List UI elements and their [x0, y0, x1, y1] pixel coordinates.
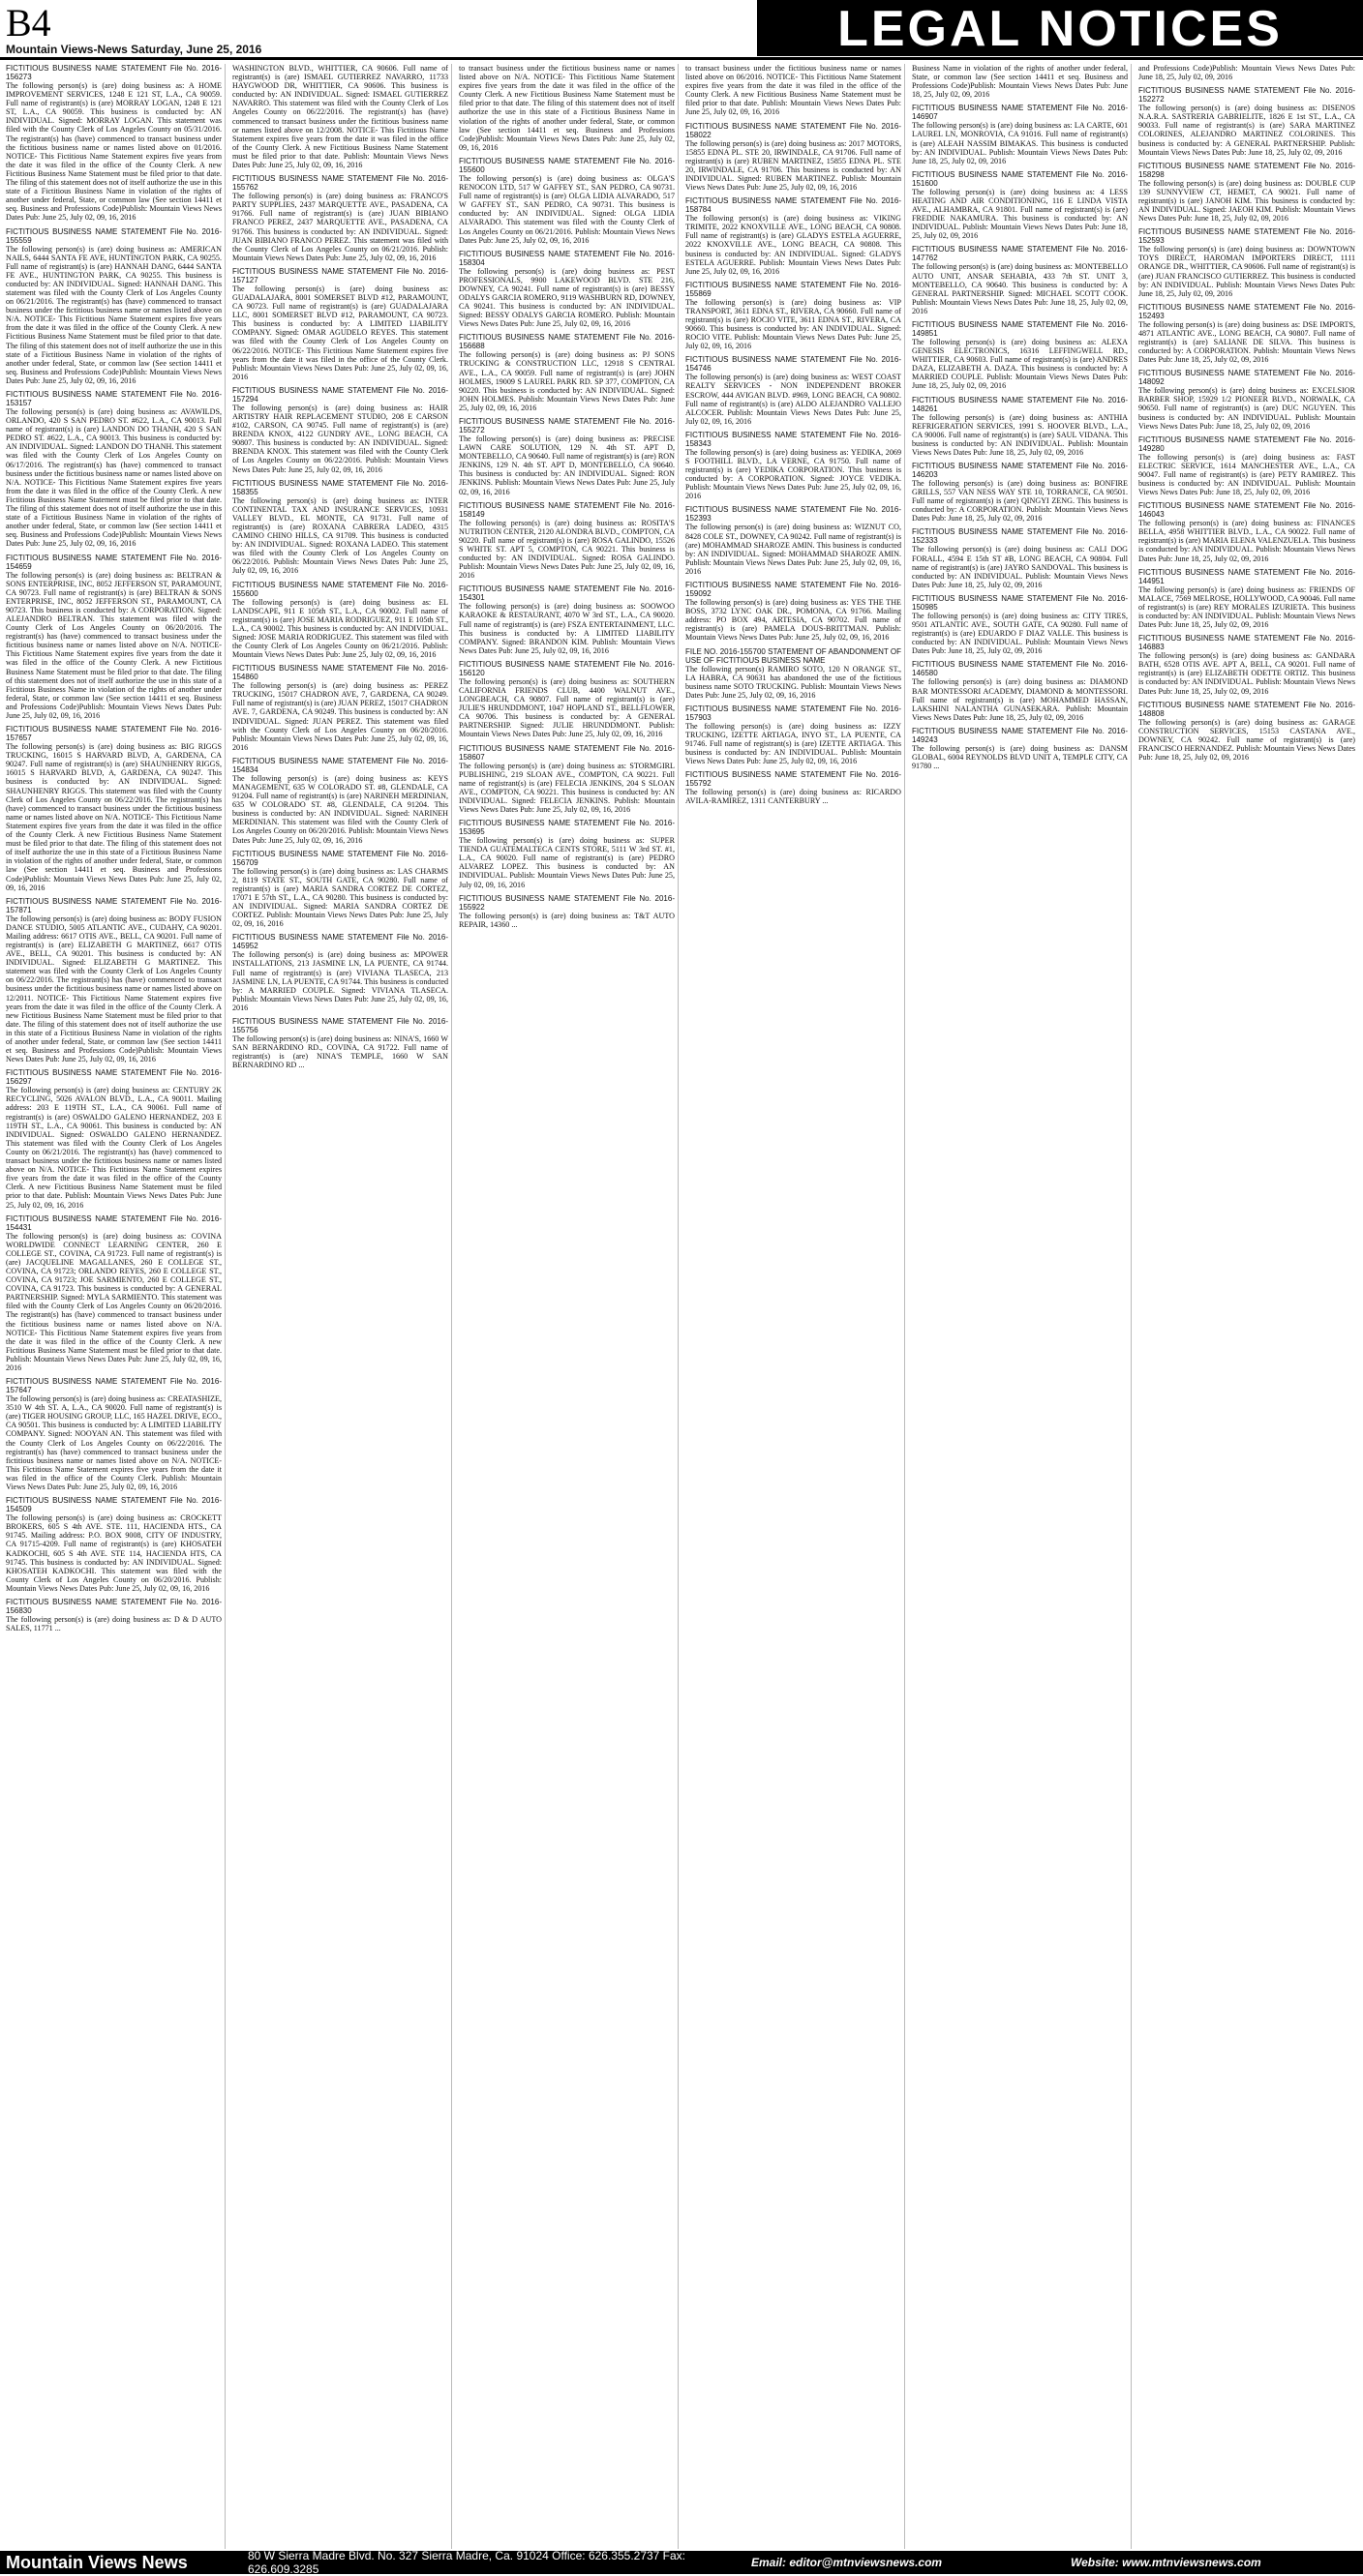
notice-body: The following person(s) is (are) doing business as: CALI DOG FORALL, 4594 E 15th ST #B, LONG BEACH, CA 90804. Full name of registrant(s) is (are) JAYRO SANDOVAL. This business is conducted by: AN INDIVIDUAL. Publish: Mountain Views News Dates Pub: June 18, 25, July 02, 09, 2016 — [912, 545, 1128, 589]
notice-body: The following person(s) is (are) doing business as: DANSM GLOBAL, 6004 REYNOLDS BLVD UNIT A, TEMPLE CITY, CA 91780 ... — [912, 743, 1128, 771]
notice-body: The following person(s) is (are) doing business as: PRECISE LAWN CARE SOLUTION, 129 N. 4th ST. APT D, MONTEBELLO, CA 90640. Full name of registrant(s) is (are) RON JENKINS, 129 N. 4th ST. APT D, MONTEBELLO, CA 90640. This business is conducted by: AN INDIVIDUAL. Signed: RON JENKINS. Publish: Mountain Views News Dates Pub: June 25, July 02, 09, 16, 2016 — [459, 434, 675, 496]
notice-body: The following person(s) is (are) doing business as: T&T AUTO REPAIR, 14360 ... — [459, 911, 675, 929]
notice-heading: FICTITIOUS BUSINESS NAME STATEMENT File No. 2016-152593 — [1138, 227, 1355, 246]
notice-heading: FICTITIOUS BUSINESS NAME STATEMENT File No. 2016-154860 — [232, 664, 448, 682]
notice-heading: FICTITIOUS BUSINESS NAME STATEMENT File No. 2016-149243 — [912, 726, 1128, 744]
legal-notice — [1138, 162, 1355, 223]
notice-heading: FICTITIOUS BUSINESS NAME STATEMENT File No. 2016-158607 — [459, 743, 675, 762]
notice-heading: FICTITIOUS BUSINESS NAME STATEMENT File No. 2016-154509 — [6, 1496, 222, 1514]
notice-body: The following person(s) is (are) doing business as: GARAGE CONSTRUCTION SERVICES, 15153 CASTANA AVE., DOWNEY, CA 90242. Full name of registrant(s) is (are) FRANCISCO HERNANDEZ. Publish: Mountain Views News Dates Pub: June 18, 25, July 02, 09, 2016 — [1138, 717, 1355, 762]
legal-notice — [459, 64, 675, 152]
notice-heading: FICTITIOUS BUSINESS NAME STATEMENT File No. 2016-155792 — [685, 770, 901, 789]
notice-body: The following person(s) is (are) doing business as: HAIR ARTISTRY HAIR REPLACEMENT STUDIO, 208 E CARSON #102, CARSON, CA 90745. Full name of registrant(s) is (are) BRENDA KNOX, 4122 GUNDRY AVE., LONG BEACH, CA 90807. This business is conducted by: AN INDIVIDUAL. Signed: BRENDA KNOX. This statement was filed with the County Clerk of Los Angeles County on 06/22/2016. Publish: Mountain Views News Dates Pub: June 25, July 02, 09, 16, 2016 — [232, 403, 448, 474]
legal-notice — [1138, 501, 1355, 562]
legal-notice — [685, 505, 901, 576]
notice-body: The following person(s) is (are) doing business as: SOOWOO KARAOKE & RESTAURANT, 4070 W 3rd ST., L.A., CA 90020. Full name of registrant(s) is (are) FSZA ENTERTAINMENT, LLC. This business is conducted by: A LIMITED LIABILITY COMPANY. Signed: BRANDON KIM. Publish: Mountain Views News Dates Pub: June 25, July 02, 09, 16, 2016 — [459, 602, 675, 655]
legal-notice — [685, 196, 901, 276]
legal-notice — [6, 897, 222, 1064]
notice-body: The following person(s) is (are) doing business as: RICARDO AVILA-RAMIREZ, 1311 CANTERBURY ... — [685, 788, 901, 806]
section-title-banner: LEGAL NOTICES — [757, 0, 1363, 56]
legal-notice — [6, 1496, 222, 1593]
notice-columns — [6, 64, 1359, 2549]
legal-notice — [912, 396, 1128, 457]
page-number: B4 — [6, 1, 51, 45]
notice-column-2 — [232, 64, 452, 2549]
legal-notice — [1138, 369, 1355, 430]
legal-notice — [912, 320, 1128, 391]
legal-notice — [232, 664, 448, 752]
legal-notice — [6, 725, 222, 892]
notice-heading: FICTITIOUS BUSINESS NAME STATEMENT File No. 2016-157647 — [6, 1377, 222, 1395]
notice-heading: FICTITIOUS BUSINESS NAME STATEMENT File No. 2016-154834 — [232, 756, 448, 774]
legal-notice — [459, 894, 675, 929]
legal-notice — [459, 157, 675, 245]
legal-notice — [912, 245, 1128, 315]
notice-body: The following person(s) is (are) doing business as: COVINA WORLDWIDE CONNECT LEARNING CENTER, 260 E COLLEGE ST., COVINA, CA 91723. Full name of registrant(s) is (are) JACQUELINE MAGALLANES, 260 E COLLEGE ST., COVINA, CA 91723; ORLANDO REYES, 260 E COLLEGE ST., COVINA, CA 91723; JOE SARMIENTO, 260 E COLLEGE ST., COVINA, CA 91723. This business is conducted by: A GENERAL PARTNERSHIP. Signed: MYLA SARMIENTO. This statement was filed with the County Clerk of Los Angeles County on 06/20/2016. The registrant(s) has (have) commenced to transact business under the fictitious business name or names listed above on N/A. NOTICE- This Fictitious Name Statement expires five years from the date it was filed in the office of the County Clerk. A new Fictitious Business Name Statement must be filed prior to that date. Publish: Mountain Views News Dates Pub: June 25, July 02, 09, 16, 2016 — [6, 1231, 222, 1372]
legal-notice — [232, 850, 448, 929]
notice-heading: FICTITIOUS BUSINESS NAME STATEMENT File No. 2016-155600 — [232, 580, 448, 598]
notice-heading: FICTITIOUS BUSINESS NAME STATEMENT File No. 2016-153695 — [459, 819, 675, 837]
page-footer — [0, 2551, 1363, 2574]
notice-heading: FICTITIOUS BUSINESS NAME STATEMENT File No. 2016-152272 — [1138, 86, 1355, 105]
legal-notice — [459, 819, 675, 889]
notice-body: The following person(s) is (are) doing business as: DOWNTOWN TOYS DIRECT, HAROMAN IMPORTERS DIRECT, 1111 ORANGE DR., WHITTIER, CA 90606. Full name of registrant(s) is (are) JUAN FRANCISCO GUTIERREZ. This business is conducted by: AN INDIVIDUAL. Publish: Mountain Views News Dates Pub: June 18, 25, July 02, 09, 2016 — [1138, 245, 1355, 298]
notice-body: The following person(s) is (are) doing business as: FRANCO'S PARTY SUPPLIES, 2437 MARQUETTE AVE., PASADENA, CA 91766. Full name of registrant(s) is (are) JUAN BIBIANO FRANCO PEREZ, 2437 MARQUETTE AVE., PASADENA, CA 91766. This business is conducted by: AN INDIVIDUAL. Signed: JUAN BIBIANO FRANCO PEREZ. This statement was filed with the County Clerk of Los Angeles County on 06/21/2016. Publish: Mountain Views News Dates Pub: June 25, July 02, 09, 16, 2016 — [232, 192, 448, 262]
notice-body: The following person(s) is (are) doing business as: MONTEBELLO AUTO UNIT, ANSAR SEHABIA, 433 7th ST. UNIT 3, MONTEBELLO, CA 90640. This business is conducted by: A GENERAL PARTNERSHIP. Signed: MICHAEL SCOTT COOK. Publish: Mountain Views News Dates Pub: June 18, 25, July 02, 09, 2016 — [912, 262, 1128, 315]
legal-notice — [232, 64, 448, 169]
legal-notice — [6, 1598, 222, 1632]
notice-column-1 — [6, 64, 226, 2549]
notice-body: The following person(s) is (are) doing business as: LAS CHARMS 2, 8119 STATE ST., SOUTH GATE, CA 90280. Full name of registrant(s) is (are) MARIA SANDRA CORTEZ DE CORTEZ, 17071 E 57th ST., L.A., CA 90280. This business is conducted by: AN INDIVIDUAL. Signed: MARIA SANDRA CORTEZ DE CORTEZ. Publish: Mountain Views News Dates Pub: June 25, July 02, 09, 16, 2016 — [232, 866, 448, 929]
notice-body: to transact business under the fictitious business name or names listed above on N/A. NOTICE- This Fictitious Name Statement expires five years from the date it was filed in the office of the County Clerk. A new Fictitious Business Name Statement must be filed prior to that date. The filing of this statement does not of itself authorize the use in this state of a Fictitious Business Name in violation of the rights of another under federal, State, or common law (See section 14411 et seq. Business and Professions Code)Publish: Mountain Views News Dates Pub: June 25, July 02, 09, 16, 2016 — [459, 64, 675, 152]
notice-heading: FICTITIOUS BUSINESS NAME STATEMENT File No. 2016-146580 — [912, 660, 1128, 678]
notice-body: The following person(s) is (are) doing business as: FINANCES BELLA, 4958 WHITTIER BLVD., L.A., CA 90022. Full name of registrant(s) is (are) MARIA ELENA VALENZUELA. This business is conducted by: AN INDIVIDUAL. Publish: Mountain Views News Dates Pub: June 18, 25, July 02, 09, 2016 — [1138, 519, 1355, 563]
legal-notice — [912, 527, 1128, 588]
notice-heading: FICTITIOUS BUSINESS NAME STATEMENT File No. 2016-156273 — [6, 64, 222, 81]
notice-body: The following person(s) is (are) doing business as: SUPER TIENDA GUATEMALTECA CENTS STORE, 5111 W 3rd ST. #1, L.A., CA 90020. Full name of registrant(s) is (are) PEDRO ALVAREZ LOPEZ. This business is conducted by: AN INDIVIDUAL. Publish: Mountain Views News Dates Pub: June 25, July 02, 09, 16, 2016 — [459, 836, 675, 889]
legal-notice — [912, 64, 1128, 99]
notice-heading: FICTITIOUS BUSINESS NAME STATEMENT File No. 2016-152393 — [685, 505, 901, 524]
notice-body: The following person(s) is (are) doing business as: CENTURY 2K RECYCLING, 5026 AVALON BLVD., L.A., CA 90011. Mailing address: 203 E 119TH ST., L.A., CA 90061. Full name of registrant(s) is (are) OSWALDO GALENO HERNANDEZ, 203 E 119TH ST., L.A., CA 90061. This business is conducted by: AN INDIVIDUAL. Signed: OSWALDO GALENO HERNANDEZ. This statement was filed with the County Clerk of Los Angeles County on 06/21/2016. The registrant(s) has (have) commenced to transact business under the fictitious business name or names listed above on N/A. NOTICE- This Fictitious Name Statement expires five years from the date it was filed in the office of the County Clerk. A new Fictitious Business Name Statement must be filed prior to that date. Publish: Mountain Views News Dates Pub: June 25, July 02, 09, 16, 2016 — [6, 1086, 222, 1210]
legal-notice — [1138, 568, 1355, 629]
notice-heading: FICTITIOUS BUSINESS NAME STATEMENT File No. 2016-148092 — [1138, 369, 1355, 387]
legal-notice — [685, 355, 901, 426]
notice-body: The following person(s) is (are) doing business as: VIP TRANSPORT, 3611 EDNA ST., RIVERA, CA 90660. Full name of registrant(s) is (are) ROCIO VITE, 3611 EDNA ST., RIVERA, CA 90660. This business is conducted by: AN INDIVIDUAL. Signed: ROCIO VITE. Publish: Mountain Views News Dates Pub: June 25, July 02, 09, 16, 2016 — [685, 297, 901, 351]
notice-body: The following person(s) is (are) doing business as: GUADALAJARA, 8001 SOMERSET BLVD #12, PARAMOUNT, CA 90723. Full name of registrant(s) is (are) GUADALAJARA LLC, 8001 SOMERSET BLVD #12, PARAMOUNT, CA 90723. This business is conducted by: A LIMITED LIABILITY COMPANY. Signed: OMAR AGUDELO REYES. This statement was filed with the County Clerk of Los Angeles County on 06/22/2016. NOTICE- This Fictitious Name Statement expires five years from the date it was filed in the office of the County Clerk. Publish: Mountain Views News Dates Pub: June 25, July 02, 09, 16, 2016 — [232, 284, 448, 381]
legal-notice — [232, 933, 448, 1012]
notice-heading: FICTITIOUS BUSINESS NAME STATEMENT File No. 2016-156830 — [6, 1597, 222, 1615]
notice-body: The following person(s) is (are) doing business as: EL LANDSCAPE, 911 E 105th ST., L.A., CA 90002. Full name of registrant(s) is (are) JOSE MARIA RODRIGUEZ, 911 E 105th ST., L.A., CA 90002. This business is conducted by: AN INDIVIDUAL. Signed: JOSE MARIA RODRIGUEZ. This statement was filed with the County Clerk of Los Angeles County on 06/21/2016. Publish: Mountain Views News Dates Pub: June 25, July 02, 09, 16, 2016 — [232, 597, 448, 660]
legal-notice — [459, 660, 675, 739]
notice-heading: FICTITIOUS BUSINESS NAME STATEMENT File No. 2016-155756 — [232, 1016, 448, 1034]
notice-heading: FICTITIOUS BUSINESS NAME STATEMENT File No. 2016-146883 — [1138, 634, 1355, 652]
legal-notice — [459, 744, 675, 815]
notice-body: The following person(s) is (are) doing business as: WEST COAST REALTY SERVICES - NON INDEPENDENT BROKER ESCROW, 444 AVIGAN BLVD. #969, LONG BEACH, CA 90802. Full name of registrant(s) is (are) ALDO ALEJANDRO VALLEJO ALCOCER. Publish: Mountain Views News Dates Pub: June 25, July 02, 09, 16, 2016 — [685, 373, 901, 426]
notice-heading: FICTITIOUS BUSINESS NAME STATEMENT File No. 2016-149851 — [912, 319, 1128, 338]
notice-body: The following person(s) is (are) doing business as: INTER CONTINENTAL TAX AND INSURANCE SERVICES, 10931 VALLEY BLVD., EL MONTE, CA 91731. Full name of registrant(s) is (are) ROXANA CABRERA LADEO, 4315 CAMINO CHINO HILLS, CA 91709. This business is conducted by: AN INDIVIDUAL. Signed: ROXANA LADEO. This statement was filed with the County Clerk of Los Angeles County on 06/22/2016. Publish: Mountain Views News Dates Pub: June 25, July 02, 09, 16, 2016 — [232, 495, 448, 576]
notice-body: The following person(s) is (are) doing business as: AVAWILDS, ORLANDO, 420 S SAN PEDRO ST. #622, L.A., CA 90013. Full name of registrant(s) is (are) LANDON DO THANH, 420 S SAN PEDRO ST. #622, L.A., CA 90013. This business is conducted by: AN INDIVIDUAL. Signed: LANDON DO THANH. This statement was filed with the County Clerk of Los Angeles County on 06/17/2016. The registrant(s) has (have) commenced to transact business under the fictitious business name or names listed above on N/A. NOTICE- This Fictitious Name Statement expires five years from the date it was filed in the office of the County Clerk. A new Fictitious Business Name Statement must be filed prior to that date. The filing of this statement does not of itself authorize the use in this state of a Fictitious Business Name in violation of the rights of another under federal, State, or common law (See section 14411 et seq. Business and Professions Code)Publish: Mountain Views News Dates Pub: June 25, July 02, 09, 16, 2016 — [6, 407, 222, 549]
legal-notice — [232, 174, 448, 262]
notice-heading: FICTITIOUS BUSINESS NAME STATEMENT File No. 2016-146203 — [912, 462, 1128, 479]
notice-body: The following person(s) is (are) doing business as: ANTHIA REFRIGERATION SERVICES, 1991 S. HOOVER BLVD., L.A., CA 90006. Full name of registrant(s) is (are) SAUL VIDANA. This business is conducted by: AN INDIVIDUAL. Publish: Mountain Views News Dates Pub: June 18, 25, July 02, 09, 2016 — [912, 412, 1128, 457]
legal-notice — [912, 727, 1128, 770]
legal-notice — [232, 267, 448, 381]
notice-heading: FICTITIOUS BUSINESS NAME STATEMENT File No. 2016-157127 — [232, 266, 448, 285]
notice-heading: FICTITIOUS BUSINESS NAME STATEMENT File No. 2016-152493 — [1138, 302, 1355, 320]
legal-notice — [912, 170, 1128, 241]
notice-column-4 — [685, 64, 905, 2549]
notice-body: to transact business under the fictitious business name or names listed above on 06/2016. NOTICE- This Fictitious Name Statement expires five years from the date it was filed in the office of the County Clerk. A new Fictitious Business Name Statement must be filed prior to that date. Publish: Mountain Views News Dates Pub: June 25, July 02, 09, 16, 2016 — [685, 64, 901, 117]
notice-body: The following person(s) is (are) doing business as: D & D AUTO SALES, 11771 ... — [6, 1614, 222, 1633]
notice-body: The following person(s) is (are) doing business as: OLGA'S RENOCON LTD, 517 W GAFFEY ST., SAN PEDRO, CA 90731. Full name of registrant(s) is (are) OLGA LIDIA ALVARADO, 517 W GAFFEY ST., SAN PEDRO, CA 90731. This business is conducted by: AN INDIVIDUAL. Signed: OLGA LIDIA ALVARADO. This statement was filed with the County Clerk of Los Angeles County on 06/21/2016. Publish: Mountain Views News Dates Pub: June 25, July 02, 09, 16, 2016 — [459, 173, 675, 245]
page-header — [0, 0, 1363, 56]
notice-body: The following person(s) is (are) doing business as: NINA'S, 1660 W SAN BERNARDINO RD., COVINA, CA 91722. Full name of registrant(s) is (are) NINA'S TEMPLE, 1660 W SAN BERNARDINO RD ... — [232, 1033, 448, 1070]
notice-heading: FICTITIOUS BUSINESS NAME STATEMENT File No. 2016-158298 — [1138, 161, 1355, 179]
notice-body: The following person(s) is (are) doing business as: BODY FUSION DANCE STUDIO, 5005 ATLANTIC AVE., CUDAHY, CA 90201. Mailing address: 6617 OTIS AVE., BELL, CA 90201. Full name of registrant(s) is (are) ELIZABETH G MARTINEZ, 6617 OTIS AVE., BELL, CA 90201. This business is conducted by: AN INDIVIDUAL. Signed: ELIZABETH G MARTINEZ. This statement was filed with the County Clerk of Los Angeles County on 06/22/2016. The registrant(s) has (have) commenced to transact business under the fictitious business name or names listed above on 12/2011. NOTICE- This Fictitious Name Statement expires five years from the date it was filed in the office of the County Clerk. A new Fictitious Business Name Statement must be filed prior to that date. The filing of this statement does not of itself authorize the use in this state of a Fictitious Business Name in violation of the rights of another under federal, State, or common law (See section 14411 et seq. Business and Professions Code)Publish: Mountain Views News Dates Pub: June 25, July 02, 09, 16, 2016 — [6, 914, 222, 1064]
legal-notice — [232, 386, 448, 474]
notice-heading: FICTITIOUS BUSINESS NAME STATEMENT File No. 2016-158304 — [459, 249, 675, 267]
notice-body: The following person(s) is (are) doing business as: EXCELSIOR BARBER SHOP, 15929 1/2 PIONEER BLVD., NORWALK, CA 90650. Full name of registrant(s) is (are) DUC NGUYEN. This business is conducted by: AN INDIVIDUAL. Publish: Mountain Views News Dates Pub: June 18, 25, July 02, 09, 2016 — [1138, 386, 1355, 431]
legal-notice — [6, 554, 222, 721]
notice-heading: FICTITIOUS BUSINESS NAME STATEMENT File No. 2016-151600 — [912, 169, 1128, 188]
notice-heading: FICTITIOUS BUSINESS NAME STATEMENT File No. 2016-154659 — [6, 553, 222, 571]
legal-notice — [459, 250, 675, 329]
legal-notice — [459, 417, 675, 496]
notice-heading: FICTITIOUS BUSINESS NAME STATEMENT File No. 2016-159092 — [685, 581, 901, 599]
notice-heading: FICTITIOUS BUSINESS NAME STATEMENT File No. 2016-156297 — [6, 1068, 222, 1087]
notice-heading: FICTITIOUS BUSINESS NAME STATEMENT File No. 2016-150985 — [912, 593, 1128, 612]
notice-heading: FICTITIOUS BUSINESS NAME STATEMENT File No. 2016-156709 — [232, 849, 448, 867]
notice-heading: FICTITIOUS BUSINESS NAME STATEMENT File No. 2016-157903 — [685, 704, 901, 722]
notice-heading: FICTITIOUS BUSINESS NAME STATEMENT File No. 2016-155762 — [232, 174, 448, 193]
notice-heading: FICTITIOUS BUSINESS NAME STATEMENT File No. 2016-158355 — [232, 478, 448, 496]
legal-notice — [685, 281, 901, 351]
notice-heading: FICTITIOUS BUSINESS NAME STATEMENT File No. 2016-148261 — [912, 395, 1128, 413]
notice-heading: FICTITIOUS BUSINESS NAME STATEMENT File No. 2016-158784 — [685, 196, 901, 215]
notice-heading: FICTITIOUS BUSINESS NAME STATEMENT File No. 2016-148808 — [1138, 700, 1355, 718]
notice-body: The following person(s) is (are) doing business as: A HOME IMPROVEMENT SERVICES, 1248 E 121 ST, L.A., CA 90059. Full name of registrant(s) is (are) MORRAY LOGAN, 1248 E 121 ST, L.A., CA 90059. This business is conducted by: AN INDIVIDUAL. Signed: MORRAY LOGAN. This statement was filed with the County Clerk of Los Angeles County on 05/31/2016. The registrant(s) has (have) commenced to transact business under the fictitious business name or names listed above on 01/2016. NOTICE- This Fictitious Name Statement expires five years from the date it was filed in the office of the County Clerk. A new Fictitious Business Name Statement must be filed prior to that date. The filing of this statement does not of itself authorize the use in this state of a Fictitious Business Name in violation of the rights of another under federal, State, or common law (See section 14411 et seq. Business and Professions Code)Publish: Mountain Views News Dates Pub: June 25, July 02, 09, 16, 2016 — [6, 81, 222, 223]
notice-heading: FICTITIOUS BUSINESS NAME STATEMENT File No. 2016-146907 — [912, 104, 1128, 122]
legal-notice — [6, 227, 222, 386]
notice-body: The following person(s) is (are) doing business as: AMERICAN NAILS, 6444 SANTA FE AVE, HUNTINGTON PARK, CA 90255. Full name of registrant(s) is (are) HANNAH DANG, 6444 SANTA FE AVE., HUNTINGTON PARK, CA 90255. This business is conducted by: AN INDIVIDUAL. Signed: HANNAH DANG. This statement was filed with the County Clerk of Los Angeles County on 06/21/2016. The registrant(s) has (have) commenced to transact business under the fictitious business name or names listed above on N/A. NOTICE- This Fictitious Name Statement expires five years from the date it was filed in the office of the County Clerk. A new Fictitious Business Name Statement must be filed prior to that date. The filing of this statement does not of itself authorize the use in this state of a Fictitious Business Name in violation of the rights of another under federal, State, or common law (See section 14411 et seq. Business and Professions Code)Publish: Mountain Views News Dates Pub: June 25, July 02, 09, 16, 2016 — [6, 244, 222, 385]
notice-heading: FICTITIOUS BUSINESS NAME STATEMENT File No. 2016-156688 — [459, 333, 675, 351]
notice-heading: FICTITIOUS BUSINESS NAME STATEMENT File No. 2016-154431 — [6, 1213, 222, 1232]
notice-heading: FICTITIOUS BUSINESS NAME STATEMENT File No. 2016-146043 — [1138, 501, 1355, 520]
legal-notice — [912, 594, 1128, 655]
legal-notice — [232, 479, 448, 576]
notice-heading: FICTITIOUS BUSINESS NAME STATEMENT File No. 2016-155559 — [6, 226, 222, 245]
footer-website: Website: www.mtnviewsnews.com — [1071, 2556, 1261, 2569]
notice-body: The following person(s) is (are) doing business as: BONFIRE GRILLS, 557 VAN NESS WAY STE 10, TORRANCE, CA 90501. Full name of registrant(s) is (are) QINGYI ZENG. This business is conducted by: A CORPORATION. Publish: Mountain Views News Dates Pub: June 18, 25, July 02, 09, 2016 — [912, 479, 1128, 524]
notice-body: The following person(s) is (are) doing business as: STORMGIRL PUBLISHING, 219 SLOAN AVE., COMPTON, CA 90221. Full name of registrant(s) is (are) FELECIA JENKINS, 204 S SLOAN AVE., COMPTON, CA 90221. This business is conducted by: AN INDIVIDUAL. Signed: FELECIA JENKINS. Publish: Mountain Views News Dates Pub: June 25, July 02, 09, 16, 2016 — [459, 761, 675, 814]
notice-body: The following person(s) is (are) doing business as: DSE IMPORTS, 4871 ATLANTIC AVE., LONG BEACH, CA 90807. Full name of registrant(s) is (are) SALIANE DE SILVA. This business is conducted by: A CORPORATION. Publish: Mountain Views News Dates Pub: June 18, 25, July 02, 09, 2016 — [1138, 319, 1355, 365]
notice-body: The following person(s) is (are) doing business as: MPOWER INSTALLATIONS, 213 JASMINE LN, LA PUENTE, CA 91744. Full name of registrant(s) is (are) VIVIANA TLASECA, 213 JASMINE LN, LA PUENTE, CA 91744. This business is conducted by: A MARRIED COUPLE. Signed: VIVIANA TLASECA. Publish: Mountain Views News Dates Pub: June 25, July 02, 09, 16, 2016 — [232, 950, 448, 1012]
notice-heading: FICTITIOUS BUSINESS NAME STATEMENT File No. 2016-155272 — [459, 417, 675, 434]
legal-notice — [6, 64, 222, 223]
notice-body: The following person(s) is (are) doing business as: FRIENDS OF MALACE, 7569 MELROSE, HOLLYWOOD, CA 90046. Full name of registrant(s) is (are) REY MORALES IZURIETA. This business is conducted by: AN INDIVIDUAL. Publish: Mountain Views News Dates Pub: June 18, 25, July 02, 09, 2016 — [1138, 584, 1355, 630]
legal-notice — [459, 501, 675, 581]
notice-body: The following person(s) is (are) doing business as: 2017 MOTORS, 15855 EDNA PL. STE 20, IRWINDALE, CA 91706. Full name of registrant(s) is (are) RUBEN MARTINEZ, 15855 EDNA PL. STE 20, IRWINDALE, CA 91706. This business is conducted by: AN INDIVIDUAL. Signed: RUBEN MARTINEZ. Publish: Mountain Views News Dates Pub: June 25, July 02, 09, 16, 2016 — [685, 138, 901, 193]
notice-heading: FICTITIOUS BUSINESS NAME STATEMENT File No. 2016-157294 — [232, 385, 448, 404]
notice-body: The following person(s) is (are) doing business as: CITY TIRES, 9501 ATLANTIC AVE., SOUTH GATE, CA 90280. Full name of registrant(s) is (are) EDUARDO F DIAZ VALLE. This business is conducted by: AN INDIVIDUAL. Publish: Mountain Views News Dates Pub: June 18, 25, July 02, 09, 2016 — [912, 611, 1128, 656]
notice-heading: FICTITIOUS BUSINESS NAME STATEMENT File No. 2016-144951 — [1138, 567, 1355, 585]
notice-heading: FICTITIOUS BUSINESS NAME STATEMENT File No. 2016-155600 — [459, 156, 675, 174]
legal-notice — [1138, 303, 1355, 364]
notice-column-6 — [1138, 64, 1358, 2549]
legal-notice — [912, 462, 1128, 523]
legal-notice — [459, 333, 675, 412]
legal-notice — [1138, 64, 1355, 81]
notice-heading: FICTITIOUS BUSINESS NAME STATEMENT File No. 2016-157871 — [6, 896, 222, 914]
notice-body: The following person(s) is (are) doing business as: CROCKETT BROKERS, 605 S 4th AVE. STE. 111, HACIENDA HTS., CA 91745. Mailing address: P.O. BOX 9008, CITY OF INDUSTRY, CA 91715-4209. Full name of registrant(s) is (are) KHOSATEH KADKOCHI, 605 S 4th AVE. STE 114, HACIENDA HTS, CA 91745. This business is conducted by: AN INDIVIDUAL. Signed: KHOSATEH KADKOCHI. This statement was filed with the County Clerk of Los Angeles County on 06/20/2016. Publish: Mountain Views News Dates Pub: June 25, July 02, 09, 16, 2016 — [6, 1513, 222, 1593]
notice-body: The following person(s) is (are) doing business as: SOUTHERN CALIFORNIA FRIENDS CLUB, 4400 WALNUT AVE., LONGBEACH, CA 90807. Full name of registrant(s) is (are) JULIE'S HRUNDDMONT, 1047 HOPLAND ST., BELLFLOWER, CA 90706. This business is conducted by: A GENERAL PARTNERSHIP. Signed: JULIE HRUNDDMONT. Publish: Mountain Views News Dates Pub: June 25, July 02, 09, 16, 2016 — [459, 676, 675, 739]
notice-body: The following person(s) is (are) doing business as: BIG RIGGS TRUCKING, 16015 S HARVARD BLVD, A, GARDENA, CA 90247. Full name of registrant(s) is (are) SHAUNHENRY RIGGS, 16015 S HARVARD BLVD, A, GARDENA, CA 90247. This business is conducted by: AN INDIVIDUAL. Signed: SHAUNHENRY RIGGS. This statement was filed with the County Clerk of Los Angeles County on 06/22/2016. The registrant(s) has (have) commenced to transact business under the fictitious business name or names listed above on N/A. NOTICE- This Fictitious Name Statement expires five years from the date it was filed in the office of the County Clerk. A new Fictitious Business Name Statement must be filed prior to that date. The filing of this statement does not of itself authorize the use in this state of a Fictitious Business Name in violation of the rights of another under federal, State, or common law (See section 14411 et seq. Business and Professions Code)Publish: Mountain Views News Dates Pub: June 25, July 02, 09, 16, 2016 — [6, 742, 222, 892]
notice-body: The following person(s) is (are) doing business as: BELTRAN & SONS ENTERPRISE, INC, 8052 JEFFERSON ST, PARAMOUNT, CA 90723. Full name of registrant(s) is (are) BELTRAN & SONS ENTERPRISE, INC, 8052 JEFFERSON ST., PARAMOUNT, CA 90723. This business is conducted by: A CORPORATION. Signed: ALEJANDRO BELTRAN. This statement was filed with the County Clerk of Los Angeles County on 06/20/2016. The registrant(s) has (have) commenced to transact business under the fictitious business name or names listed above on N/A. NOTICE- This Fictitious Name Statement expires five years from the date it was filed in the office of the County Clerk. A new Fictitious Business Name Statement must be filed prior to that date. The filing of this statement does not of itself authorize the use in this state of a Fictitious Business Name in violation of the rights of another under federal, State, or common law (See section 14411 et seq. Business and Professions Code)Publish: Mountain Views News Dates Pub: June 25, July 02, 09, 16, 2016 — [6, 570, 222, 720]
notice-body: Business Name in violation of the rights of another under federal, State, or common law (See section 14411 et seq. Business and Professions Code)Publish: Mountain Views News Dates Pub: June 18, 25, July 02, 09, 2016 — [912, 64, 1128, 100]
notice-body: The following person(s) is (are) doing business as: GANDARA BATH, 6528 OTIS AVE. APT A, BELL, CA 90201. Full name of registrant(s) is (are) ELIZABETH ODETTE ORTIZ. This business is conducted by: AN INDIVIDUAL. Publish: Mountain Views News Dates Pub: June 18, 25, July 02, 09, 2016 — [1138, 651, 1355, 696]
notice-body: The following person(s) is (are) doing business as: LA CARTE, 601 LAUREL LN, MONROVIA, CA 91016. Full name of registrant(s) is (are) ALEAH NASSIM BIMAKAS. This business is conducted by: AN INDIVIDUAL. Publish: Mountain Views News Dates Pub: June 18, 25, July 02, 09, 2016 — [912, 121, 1128, 165]
legal-notice — [685, 64, 901, 117]
notice-body: The following person(s) is (are) doing business as: DISENOS N.A.R.A. SASTRERIA GABRIELITE, 1826 E 1st ST., L.A., CA 90033. Full name of registrant(s) is (are) SARA MARTINEZ COLORINES, ALEJANDRO MARTINEZ COLORINES. This business is conducted by: A GENERAL PARTNERSHIP. Publish: Mountain Views News Dates Pub: June 18, 25, July 02, 09, 2016 — [1138, 104, 1355, 157]
legal-notice — [685, 431, 901, 501]
notice-body: The following person(s) is (are) doing business as: WIZNUT CO, 8428 COLE ST., DOWNEY, CA 90242. Full name of registrant(s) is (are) MOHAMMAD SHAROZE AMIN. This business is conducted by: AN INDIVIDUAL. Signed: MOHAMMAD SHAROZE AMIN. Publish: Mountain Views News Dates Pub: June 25, July 02, 09, 16, 2016 — [685, 523, 901, 576]
notice-body: The following person(s) is (are) doing business as: 4 LESS HEATING AND AIR CONDITIONING, 116 E LINDA VISTA AVE., ALHAMBRA, CA 91801. Full name of registrant(s) is (are) FREDDIE NAKAMURA. This business is conducted by: AN INDIVIDUAL. Publish: Mountain Views News Dates Pub: June 18, 25, July 02, 09, 2016 — [912, 187, 1128, 241]
legal-notice — [459, 584, 675, 655]
legal-notice — [685, 704, 901, 765]
legal-notice — [685, 581, 901, 642]
notice-heading: FICTITIOUS BUSINESS NAME STATEMENT File No. 2016-152333 — [912, 527, 1128, 546]
legal-notice — [912, 660, 1128, 721]
legal-notice — [232, 757, 448, 845]
notice-body: The following person(s) is (are) doing business as: KEYS MANAGEMENT, 635 W COLORADO ST. #8, GLENDALE, CA 91204. Full name of registrant(s) is (are) NARINEH MERDINIAN, 635 W COLORADO ST. #8, GLENDALE, CA 91204. This business is conducted by: AN INDIVIDUAL. Signed: NARINEH MERDINIAN. This statement was filed with the County Clerk of Los Angeles County on 06/20/2016. Publish: Mountain Views News Dates Pub: June 25, July 02, 09, 16, 2016 — [232, 773, 448, 845]
footer-email: Email: editor@mtnviewsnews.com — [751, 2556, 943, 2569]
notice-body: WASHINGTON BLVD., WHITTIER, CA 90606. Full name of registrant(s) is (are) ISMAEL GUTIERREZ NAVARRO, 11733 HAYGWOOD DR, WHITTIER, CA 90606. This business is conducted by: AN INDIVIDUAL. Signed: ISMAEL GUTIERREZ NAVARRO. This statement was filed with the County Clerk of Los Angeles County on 06/22/2016. The registrant(s) has (have) commenced to transact business under the fictitious business name or names listed above on 12/2008. NOTICE- This Fictitious Name Statement expires five years from the date it was filed in the office of the County Clerk. A new Fictitious Business Name Statement must be filed prior to that date. Publish: Mountain Views News Dates Pub: June 25, July 02, 09, 16, 2016 — [232, 64, 448, 170]
legal-notice — [685, 770, 901, 805]
issue-line: Mountain Views-News Saturday, June 25, 2016 — [6, 43, 262, 56]
legal-notice — [1138, 435, 1355, 496]
notice-heading: FICTITIOUS BUSINESS NAME STATEMENT File No. 2016-154746 — [685, 355, 901, 374]
legal-notice — [1138, 86, 1355, 157]
notice-body: and Professions Code)Publish: Mountain Views News Dates Pub: June 18, 25, July 02, 09, 2016 — [1138, 64, 1355, 82]
legal-notice — [6, 1068, 222, 1209]
legal-notice — [685, 647, 901, 700]
notice-column-3 — [459, 64, 679, 2549]
notice-heading: FICTITIOUS BUSINESS NAME STATEMENT File No. 2016-149280 — [1138, 434, 1355, 453]
notice-heading: FICTITIOUS BUSINESS NAME STATEMENT File No. 2016-145952 — [232, 933, 448, 951]
footer-address: 80 W Sierra Madre Blvd. No. 327 Sierra Madre, Ca. 91024 Office: 626.355.2737 Fax: 626.609.3285 — [248, 2549, 686, 2576]
notice-body: The following person(s) is (are) doing business as: ALEXA GENESIS ELECTRONICS, 16316 LEFFINGWELL RD., WHITTIER, CA 90603. Full name of registrant(s) is (are) ANDRES DAZA, ELIZABETH A. DAZA. This business is conducted by: A MARRIED COUPLE. Publish: Mountain Views News Dates Pub: June 18, 25, July 02, 09, 2016 — [912, 337, 1128, 391]
notice-heading: FICTITIOUS BUSINESS NAME STATEMENT File No. 2016-155922 — [459, 893, 675, 912]
notice-body: The following person(s) is (are) doing business as: ROSITA'S NUTRITION CENTER, 2120 ALONDRA BLVD., COMPTON, CA 90220. Full name of registrant(s) is (are) ROSA GALINDO, 15526 S WHITE ST. APT 5, COMPTON, CA 90221. This business is conducted by: AN INDIVIDUAL. Signed: ROSA GALINDO. Publish: Mountain Views News Dates Pub: June 25, July 02, 09, 16, 2016 — [459, 518, 675, 581]
notice-heading: FICTITIOUS BUSINESS NAME STATEMENT File No. 2016-156120 — [459, 659, 675, 677]
notice-body: The following person(s) is (are) doing business as: CREATASHIZE, 3510 W 4th ST. A, L.A., CA 90020. Full name of registrant(s) is (are) TIGER HOUSING GROUP, LLC, 165 HAZEL DRIVE, ECO., CA 90501. This business is conducted by: A LIMITED LIABILITY COMPANY. Signed: NOOYAN AN. This statement was filed with the County Clerk of Los Angeles County on 06/22/2016. The registrant(s) has (have) commenced to transact business under the fictitious business name or names listed above on N/A. NOTICE- This Fictitious Name Statement expires five years from the date it was filed in the office of the County Clerk. Publish: Mountain Views News Dates Pub: June 25, July 02, 09, 16, 2016 — [6, 1394, 222, 1492]
legal-notice — [6, 1214, 222, 1373]
legal-notice — [685, 122, 901, 193]
notice-body: The following person(s) is (are) doing business as: PEREZ TRUCKING, 15017 CHADRON AVE, 7, GARDENA, CA 90249. Full name of registrant(s) is (are) JUAN PEREZ, 15017 CHADRON AVE. 7, GARDENA, CA 90249. This business is conducted by: AN INDIVIDUAL. Signed: JUAN PEREZ. This statement was filed with the County Clerk of Los Angeles County on 06/20/2016. Publish: Mountain Views News Dates Pub: June 25, July 02, 09, 16, 2016 — [232, 681, 448, 752]
notice-column-5 — [912, 64, 1132, 2549]
legal-notice — [232, 1017, 448, 1069]
notice-heading: FICTITIOUS BUSINESS NAME STATEMENT File No. 2016-157657 — [6, 725, 222, 743]
legal-notice — [1138, 634, 1355, 695]
legal-notice — [912, 104, 1128, 165]
notice-heading: FICTITIOUS BUSINESS NAME STATEMENT File No. 2016-158343 — [685, 430, 901, 448]
notice-heading: FICTITIOUS BUSINESS NAME STATEMENT File No. 2016-147762 — [912, 245, 1128, 263]
notice-heading: FICTITIOUS BUSINESS NAME STATEMENT File No. 2016-153157 — [6, 390, 222, 407]
notice-body: The following person(s) is (are) doing business as: FAST ELECTRIC SERVICE, 1614 MANCHESTER AVE., L.A., CA 90047. Full name of registrant(s) is (are) PETY RAMIREZ. This business is conducted by: AN INDIVIDUAL. Publish: Mountain Views News Dates Pub: June 18, 25, July 02, 09, 2016 — [1138, 452, 1355, 497]
notice-body: The following person(s) is (are) doing business as: YES THE THE BOSS, 3732 LYNC OAK DR., POMONA, CA 91766. Mailing address: PO BOX 494, ARTESIA, CA 90702. Full name of registrant(s) is (are) PAMELA DOUS-BRITTMAN. Publish: Mountain Views News Dates Pub: June 25, July 02, 09, 16, 2016 — [685, 598, 901, 643]
notice-body: The following person(s) is (are) doing business as: DOUBLE CUP 139 SUNNYVIEW CT, HEMET, CA 90021. Full name of registrant(s) is (are) JANOH KIM. This business is conducted by: AN INDIVIDUAL. Signed: JAEOH KIM. Publish: Mountain Views News Dates Pub: June 18, 25, July 02, 09, 2016 — [1138, 178, 1355, 224]
notice-body: The following person(s) is (are) doing business as: VIKING TRIMITE, 2022 KNOXVILLE AVE., LONG BEACH, CA 90808. Full name of registrant(s) is (are) GLADYS ESTELA AGUERRE, 2022 KNOXVILLE AVE., LONG BEACH, CA 90808. This business is conducted by: AN INDIVIDUAL. Signed: GLADYS ESTELA AGUERRE. Publish: Mountain Views News Dates Pub: June 25, July 02, 09, 16, 2016 — [685, 214, 901, 276]
notice-heading: FICTITIOUS BUSINESS NAME STATEMENT File No. 2016-158022 — [685, 121, 901, 139]
notice-heading: FICTITIOUS BUSINESS NAME STATEMENT File No. 2016-158149 — [459, 500, 675, 519]
notice-body: The following person(s) is (are) doing business as: DIAMOND BAR MONTESSORI ACADEMY, DIAMOND & MONTESSORI. Full name of registrant(s) is (are) MOHAMMED HASSAN, LAKSHINI NALANTHA GUNASEKARA. Publish: Mountain Views News Dates Pub: June 18, 25, July 02, 09, 2016 — [912, 677, 1128, 722]
legal-notice — [6, 390, 222, 549]
legal-notice — [1138, 227, 1355, 298]
footer-publication-name: Mountain Views News — [6, 2552, 188, 2572]
notice-body: The following person(s) is (are) doing business as: PJ SONS TRUCKING & CONSTRUCTION LLC, 12918 S CENTRAL AVE., L.A., CA 90059. Full name of registrant(s) is (are) JOHN HOLMES, 19009 S LAUREL PARK RD. SP 377, COMPTON, CA 90220. This business is conducted by: AN INDIVIDUAL. Signed: JOHN HOLMES. Publish: Mountain Views News Dates Pub: June 25, July 02, 09, 16, 2016 — [459, 350, 675, 412]
header-rule — [0, 57, 1363, 60]
notice-body: The following person(s) is (are) doing business as: PEST PROFESSIONALS, 9900 LAKEWOOD BLVD. STE 216, DOWNEY, CA 90241. Full name of registrant(s) is (are) BESSY ODALYS GARCIA ROMERO, 9119 WASHBURN RD, DOWNEY, CA 90241. This business is conducted by: AN INDIVIDUAL. Signed: BESSY ODALYS GARCIA ROMERO. Publish: Mountain Views News Dates Pub: June 25, July 02, 09, 16, 2016 — [459, 266, 675, 329]
legal-notice — [1138, 701, 1355, 762]
notice-body: The following person(s) RAMIRO SOTO, 120 N ORANGE ST., LA HABRA, CA 90631 has abandoned the use of the fictitious business name SOTO TRUCKING. Publish: Mountain Views News Dates Pub: June 25, July 02, 09, 16, 2016 — [685, 664, 901, 700]
legal-notice — [232, 581, 448, 660]
notice-heading: FICTITIOUS BUSINESS NAME STATEMENT File No. 2016-155869 — [685, 280, 901, 298]
notice-body: The following person(s) is (are) doing business as: YEDIKA, 2069 S FOOTHILL BLVD., LA VERNE, CA 91750. Full name of registrant(s) is (are) YEDIKA CORPORATION. This business is conducted by: A CORPORATION. Signed: JOYCE VEDIKA. Publish: Mountain Views News Dates Pub: June 25, July 02, 09, 16, 2016 — [685, 447, 901, 501]
notice-body: The following person(s) is (are) doing business as: IZZY TRUCKING, IZETTE ARTIAGA, INYO ST., LA PUENTE, CA 91746. Full name of registrant(s) is (are) IZETTE ARTIAGA. This business is conducted by: AN INDIVIDUAL. Publish: Mountain Views News Dates Pub: June 25, July 02, 09, 16, 2016 — [685, 721, 901, 766]
legal-notice — [6, 1377, 222, 1491]
notice-heading: FICTITIOUS BUSINESS NAME STATEMENT File No. 2016-154301 — [459, 584, 675, 603]
notice-heading: FILE NO. 2016-155700 STATEMENT OF ABANDONMENT OF USE OF FICTITIOUS BUSINESS NAME — [685, 646, 901, 665]
